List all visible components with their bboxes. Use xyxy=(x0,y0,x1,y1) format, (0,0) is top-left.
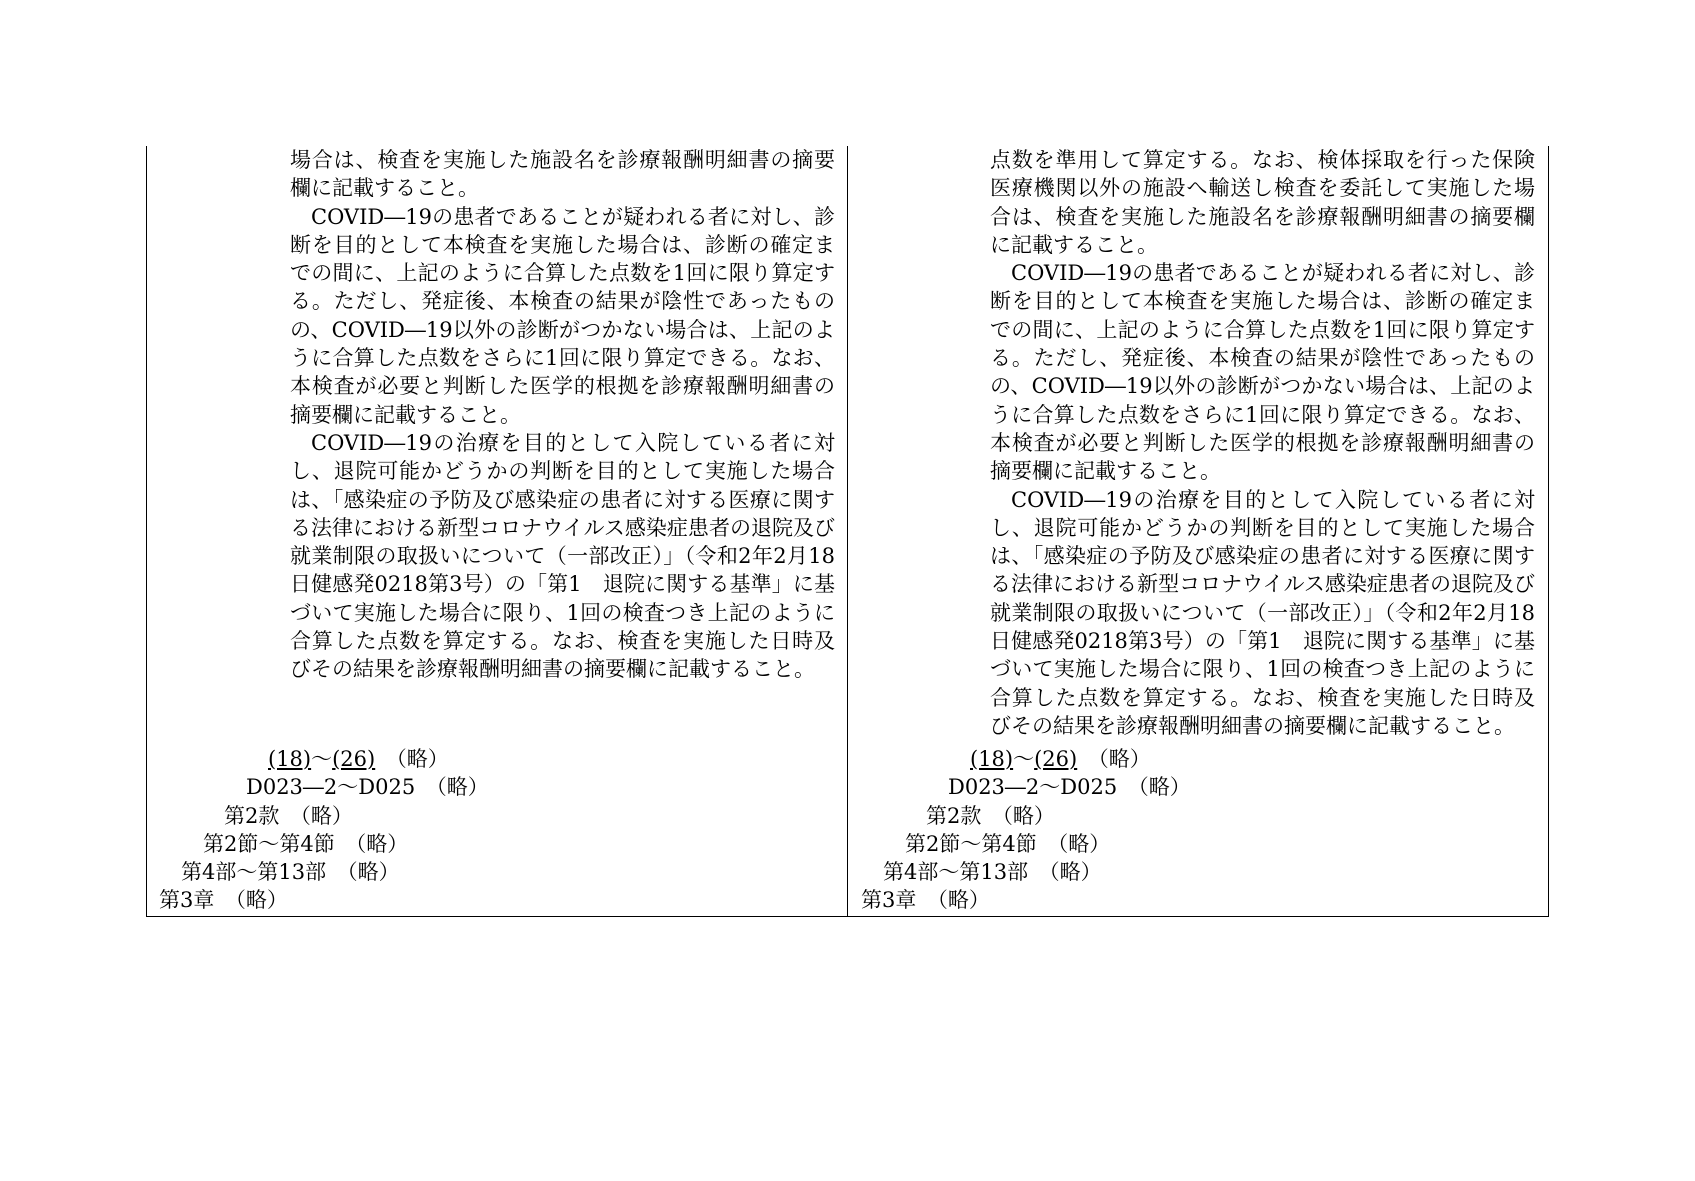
left-paragraph: 場合は、検査を実施した施設名を診療報酬明細書の摘要欄に記載すること。 xyxy=(290,148,835,201)
right-setsu-line: 第2節～第4節 （略） xyxy=(905,831,1111,856)
right-sho-line: 第3章 （略） xyxy=(861,888,990,913)
left-d023-line: D023―2～D025 （略） xyxy=(246,775,489,800)
right-range-line xyxy=(849,745,1549,773)
left-sho-line: 第3章 （略） xyxy=(159,888,288,913)
left-column xyxy=(147,146,847,916)
right-paragraph: COVID―19の治療を目的として入院している者に対し、退院可能かどうかの判断を目的として実施した場合は、「感染症の予防及び感染症の患者に対する医療に関する法律における新型コロナウイルス感染症患者の退院及び就業制限の取扱いについて（一部改正）」（令和2年2月18日健感発0218第3号）の「第1 退院に関する基準」に基づいて実施した場合に限り、1回の検査つき上記のように合算した点数を算定する。なお、検査を実施した日時及びその結果を診療報酬明細書の摘要欄に記載すること。 xyxy=(990,487,1535,738)
right-d023-line: D023―2～D025 （略） xyxy=(948,775,1191,800)
right-range-tilde: ～ xyxy=(1013,747,1035,771)
left-setsu-line: 第2節～第4節 （略） xyxy=(203,831,409,856)
right-kan2-line: 第2款 （略） xyxy=(926,803,1055,828)
left-range-start: (18) xyxy=(268,747,312,771)
left-range-suffix: （略） xyxy=(375,747,449,771)
column-divider xyxy=(847,146,848,916)
right-bu-line: 第4部～第13部 （略） xyxy=(883,860,1102,885)
left-range-end: (26) xyxy=(332,747,376,771)
right-paragraph: 点数を準用して算定する。なお、検体採取を行った保険医療機関以外の施設へ輸送し検査を委託して実施した場合は、検査を実施した施設名を診療報酬明細書の摘要欄に記載すること。 xyxy=(990,148,1535,257)
left-outline xyxy=(147,745,847,915)
left-paragraph: COVID―19の治療を目的として入院している者に対し、退院可能かどうかの判断を目的として実施した場合は、「感染症の予防及び感染症の患者に対する医療に関する法律における新型コロナウイルス感染症患者の退院及び就業制限の取扱いについて（一部改正）」（令和2年2月18日健感発0218第3号）の「第1 退院に関する基準」に基づいて実施した場合に限り、1回の検査つき上記のように合算した点数を算定する。なお、検査を実施した日時及びその結果を診療報酬明細書の摘要欄に記載すること。 xyxy=(290,430,835,682)
left-paragraph: COVID―19の患者であることが疑われる者に対し、診断を目的として本検査を実施した場合は、診断の確定までの間に、上記のように合算した点数を1回に限り算定する。ただし、発症後、本検査の結果が陰性であったものの、COVID―19以外の診断がつかない場合は、上記のように合算した点数をさらに1回に限り算定できる。なお、本検査が必要と判断した医学的根拠を診療報酬明細書の摘要欄に記載すること。 xyxy=(290,204,835,427)
right-range-suffix: （略） xyxy=(1077,747,1151,771)
comparison-table xyxy=(146,146,1549,917)
left-bu-line: 第4部～第13部 （略） xyxy=(181,860,400,885)
left-range-tilde: ～ xyxy=(311,747,333,771)
left-kan2-line: 第2款 （略） xyxy=(224,803,353,828)
right-outline xyxy=(849,745,1549,915)
right-range-end: (26) xyxy=(1034,747,1078,771)
right-body-text xyxy=(990,146,1535,740)
right-column xyxy=(849,146,1549,916)
right-range-start: (18) xyxy=(970,747,1014,771)
left-range-line xyxy=(147,745,847,773)
right-paragraph: COVID―19の患者であることが疑われる者に対し、診断を目的として本検査を実施した場合は、診断の確定までの間に、上記のように合算した点数を1回に限り算定する。ただし、発症後、本検査の結果が陰性であったものの、COVID―19以外の診断がつかない場合は、上記のように合算した点数をさらに1回に限り算定できる。なお、本検査が必要と判断した医学的根拠を診療報酬明細書の摘要欄に記載すること。 xyxy=(990,261,1535,484)
left-body-text xyxy=(290,146,835,684)
